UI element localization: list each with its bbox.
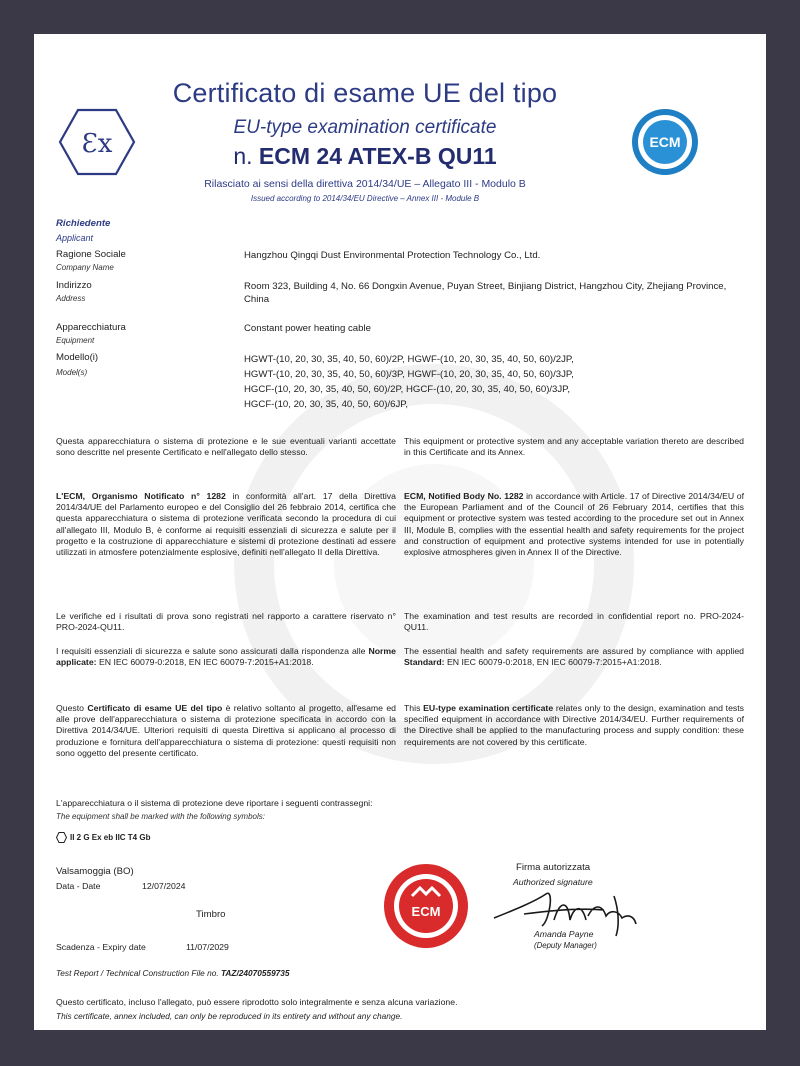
para2-it-text: in conformità all'art. 17 della Direttiva 2014/34/UE del Parlamento europeo e del Consiglio del 26 febbraio 2014, certifica che questa apparecchiatura o sistema di protezione verificata secondo la procedura di cui all'allegato III, Modulo B, è conforme ai requisiti essenziali di sicurezza e salute per il progetto e la costruzione di apparecchiature e sistemi di protezione destinati ad essere utilizzati in atmosfere potenzialmente esplosive, definiti nell'allegato II della Direttiva. — [56, 491, 396, 558]
para4-en-pre: The essential health and safety requirements are assured by compliance with applied — [404, 646, 744, 656]
certificate-number — [130, 143, 600, 170]
para5-it-pre: Questo — [56, 703, 88, 713]
ex-mark-icon — [56, 832, 67, 843]
stamp-label: Timbro — [196, 909, 226, 920]
expiry-label: Scadenza - Expiry date — [56, 942, 146, 952]
marking-code — [56, 832, 150, 843]
models-list — [244, 352, 744, 412]
para2-en — [404, 491, 744, 558]
para5-it — [56, 703, 396, 759]
equipment-label-en: Equipment — [56, 336, 95, 345]
reproduce-note-en: This certificate, annex included, can only be reproduced in its entirety and without any change. — [56, 1011, 403, 1021]
page-title: Certificato di esame UE del tipo — [172, 78, 558, 108]
number-prefix: n. — [233, 143, 253, 169]
para5-en-pre: This — [404, 703, 424, 713]
ecm-stamp-seal — [382, 862, 470, 950]
marking-instruction-en: The equipment shall be marked with the following symbols: — [56, 812, 265, 821]
cert-type-it: Certificato di esame UE del tipo — [87, 703, 223, 713]
signature-label-it: Firma autorizzata — [516, 862, 591, 873]
para2-en-text: in accordance with Article. 17 of Directive 2014/34/EU of the European Parliament and of the Council of 26 February 2014, certifies that this equipment or protective system was tested according to the procedure set out in Annex III, Module B, complies with the essential health and safety requirements for the project and construction of equipment and protective systems intended for use in potentially explosive atmospheres given in Annex II of the Directive. — [404, 491, 744, 558]
company-label-en: Company Name — [56, 263, 114, 272]
equipment-value: Constant power heating cable — [244, 323, 371, 334]
applicant-label-en: Applicant — [56, 233, 94, 243]
company-label-it: Ragione Sociale — [56, 249, 126, 260]
signature-label-en: Authorized signature — [513, 877, 593, 887]
notified-body-it: L'ECM, Organismo Notificato n° 1282 — [56, 491, 226, 501]
model-line: HGWT-(10, 20, 30, 35, 40, 50, 60)/2P, HGWF-(10, 20, 30, 35, 40, 50, 60)/2JP, — [244, 354, 574, 365]
applicant-label-it: Richiedente — [56, 218, 111, 229]
signer-name: Amanda Payne — [534, 929, 594, 939]
report-label: Test Report / Technical Construction File no. — [56, 968, 219, 978]
address-label-en: Address — [56, 294, 86, 303]
para5-en-post: relates only to the design, examination and tests specified equipment in accordance with Directive 2014/34/EU. Further requirements of the Directive shall be applied to the manufacturing process and supply condition: these requirements are not covered by this certificate. — [404, 703, 744, 747]
standards-label-en: Standard: — [404, 657, 445, 668]
para4-it-pre: I requisiti essenziali di sicurezza e salute sono assicurati dalla rispondenza alle — [56, 646, 369, 656]
issue-date: 12/07/2024 — [142, 881, 186, 891]
marking-instruction-it: L'apparecchiatura o il sistema di protezione deve riportare i seguenti contrassegni: — [56, 798, 373, 808]
para4-it-post: EN IEC 60079-0:2018, EN IEC 60079-7:2015+A1:2018. — [96, 657, 314, 668]
report-number: TAZ/24070559735 — [220, 968, 290, 978]
model-line: HGCF-(10, 20, 30, 35, 40, 50, 60)/6JP, — [244, 399, 409, 410]
number-value: ECM 24 ATEX-B QU11 — [258, 143, 497, 169]
badge-text: ECM — [649, 134, 681, 150]
standards-label-it: Norme applicate: — [56, 646, 396, 668]
page-subtitle: EU-type examination certificate — [233, 117, 497, 138]
models-label-it: Modello(i) — [56, 352, 99, 363]
address-value: Room 323, Building 4, No. 66 Dongxin Avenue, Puyan Street, Binjiang District, Hangzhou City, Zhejiang Province, China — [244, 281, 727, 305]
model-line: HGWT-(10, 20, 30, 35, 40, 50, 60)/3P, HGWF-(10, 20, 30, 35, 40, 50, 60)/3JP, — [244, 369, 574, 380]
para5-en — [404, 703, 744, 748]
equipment-label-it: Apparecchiatura — [56, 322, 126, 333]
models-label-en: Model(s) — [56, 368, 88, 377]
signer-role: (Deputy Manager) — [534, 941, 597, 950]
ex-logo-text: Ɛx — [81, 129, 113, 159]
cert-type-en: EU-type examination certificate — [423, 703, 554, 713]
para5-it-post: è relativo soltanto al progetto, all'esame ed alle prove dell'apparecchiatura o sistema di protezione specificata in accordo con la Direttiva 2014/34/UE. Ulteriori requisiti di questa Direttiva si applicano al processo di produzione e fornitura dell'apparecchiatura o sistema di protezione: questi requisiti non sono oggetto del presente certificato. — [56, 703, 396, 758]
para4-en — [404, 646, 744, 668]
para4-en-post: EN IEC 60079-0:2018, EN IEC 60079-7:2015+A1:2018. — [444, 657, 662, 668]
issued-line-en: Issued according to 2014/34/EU Directive – Annex III - Module B — [250, 194, 480, 203]
notified-body-en: ECM, Notified Body No. 1282 — [404, 491, 524, 501]
issue-place: Valsamoggia (BO) — [56, 866, 134, 877]
ecm-badge-icon — [630, 107, 700, 177]
expiry-date: 11/07/2029 — [186, 942, 229, 952]
para3-it: Le verifiche ed i risultati di prova sono registrati nel rapporto a carattere riservato n° PRO-2024-QU11. — [56, 611, 396, 633]
date-label: Data - Date — [56, 881, 101, 891]
svg-text:ECM: ECM — [411, 904, 441, 919]
para1-it: Questa apparecchiatura o sistema di protezione e le sue eventuali varianti accettate sono descritte nel presente Certificato e nell'allegato dello stesso. — [56, 436, 396, 458]
para2-it — [56, 491, 396, 558]
para1-en: This equipment or protective system and any acceptable variation thereto are described in this Certificate and its Annex. — [404, 436, 744, 458]
para4-it — [56, 646, 396, 668]
para3-en: The examination and test results are recorded in confidential report no. PRO-2024-QU11. — [404, 611, 744, 633]
marking-code-text: II 2 G Ex eb IIC T4 Gb — [70, 833, 151, 842]
company-value: Hangzhou Qingqi Dust Environmental Protection Technology Co., Ltd. — [244, 250, 541, 261]
ex-logo-icon — [58, 108, 136, 176]
address-label-it: Indirizzo — [56, 280, 92, 291]
reproduce-note-it: Questo certificato, incluso l'allegato, può essere riprodotto solo integralmente e senza alcuna variazione. — [56, 997, 458, 1007]
model-line: HGCF-(10, 20, 30, 35, 40, 50, 60)/2P, HGCF-(10, 20, 30, 35, 40, 50, 60)/3JP, — [244, 384, 571, 395]
report-line — [56, 967, 290, 979]
issued-line-it: Rilasciato ai sensi della direttiva 2014/34/UE – Allegato III - Modulo B — [204, 178, 526, 190]
